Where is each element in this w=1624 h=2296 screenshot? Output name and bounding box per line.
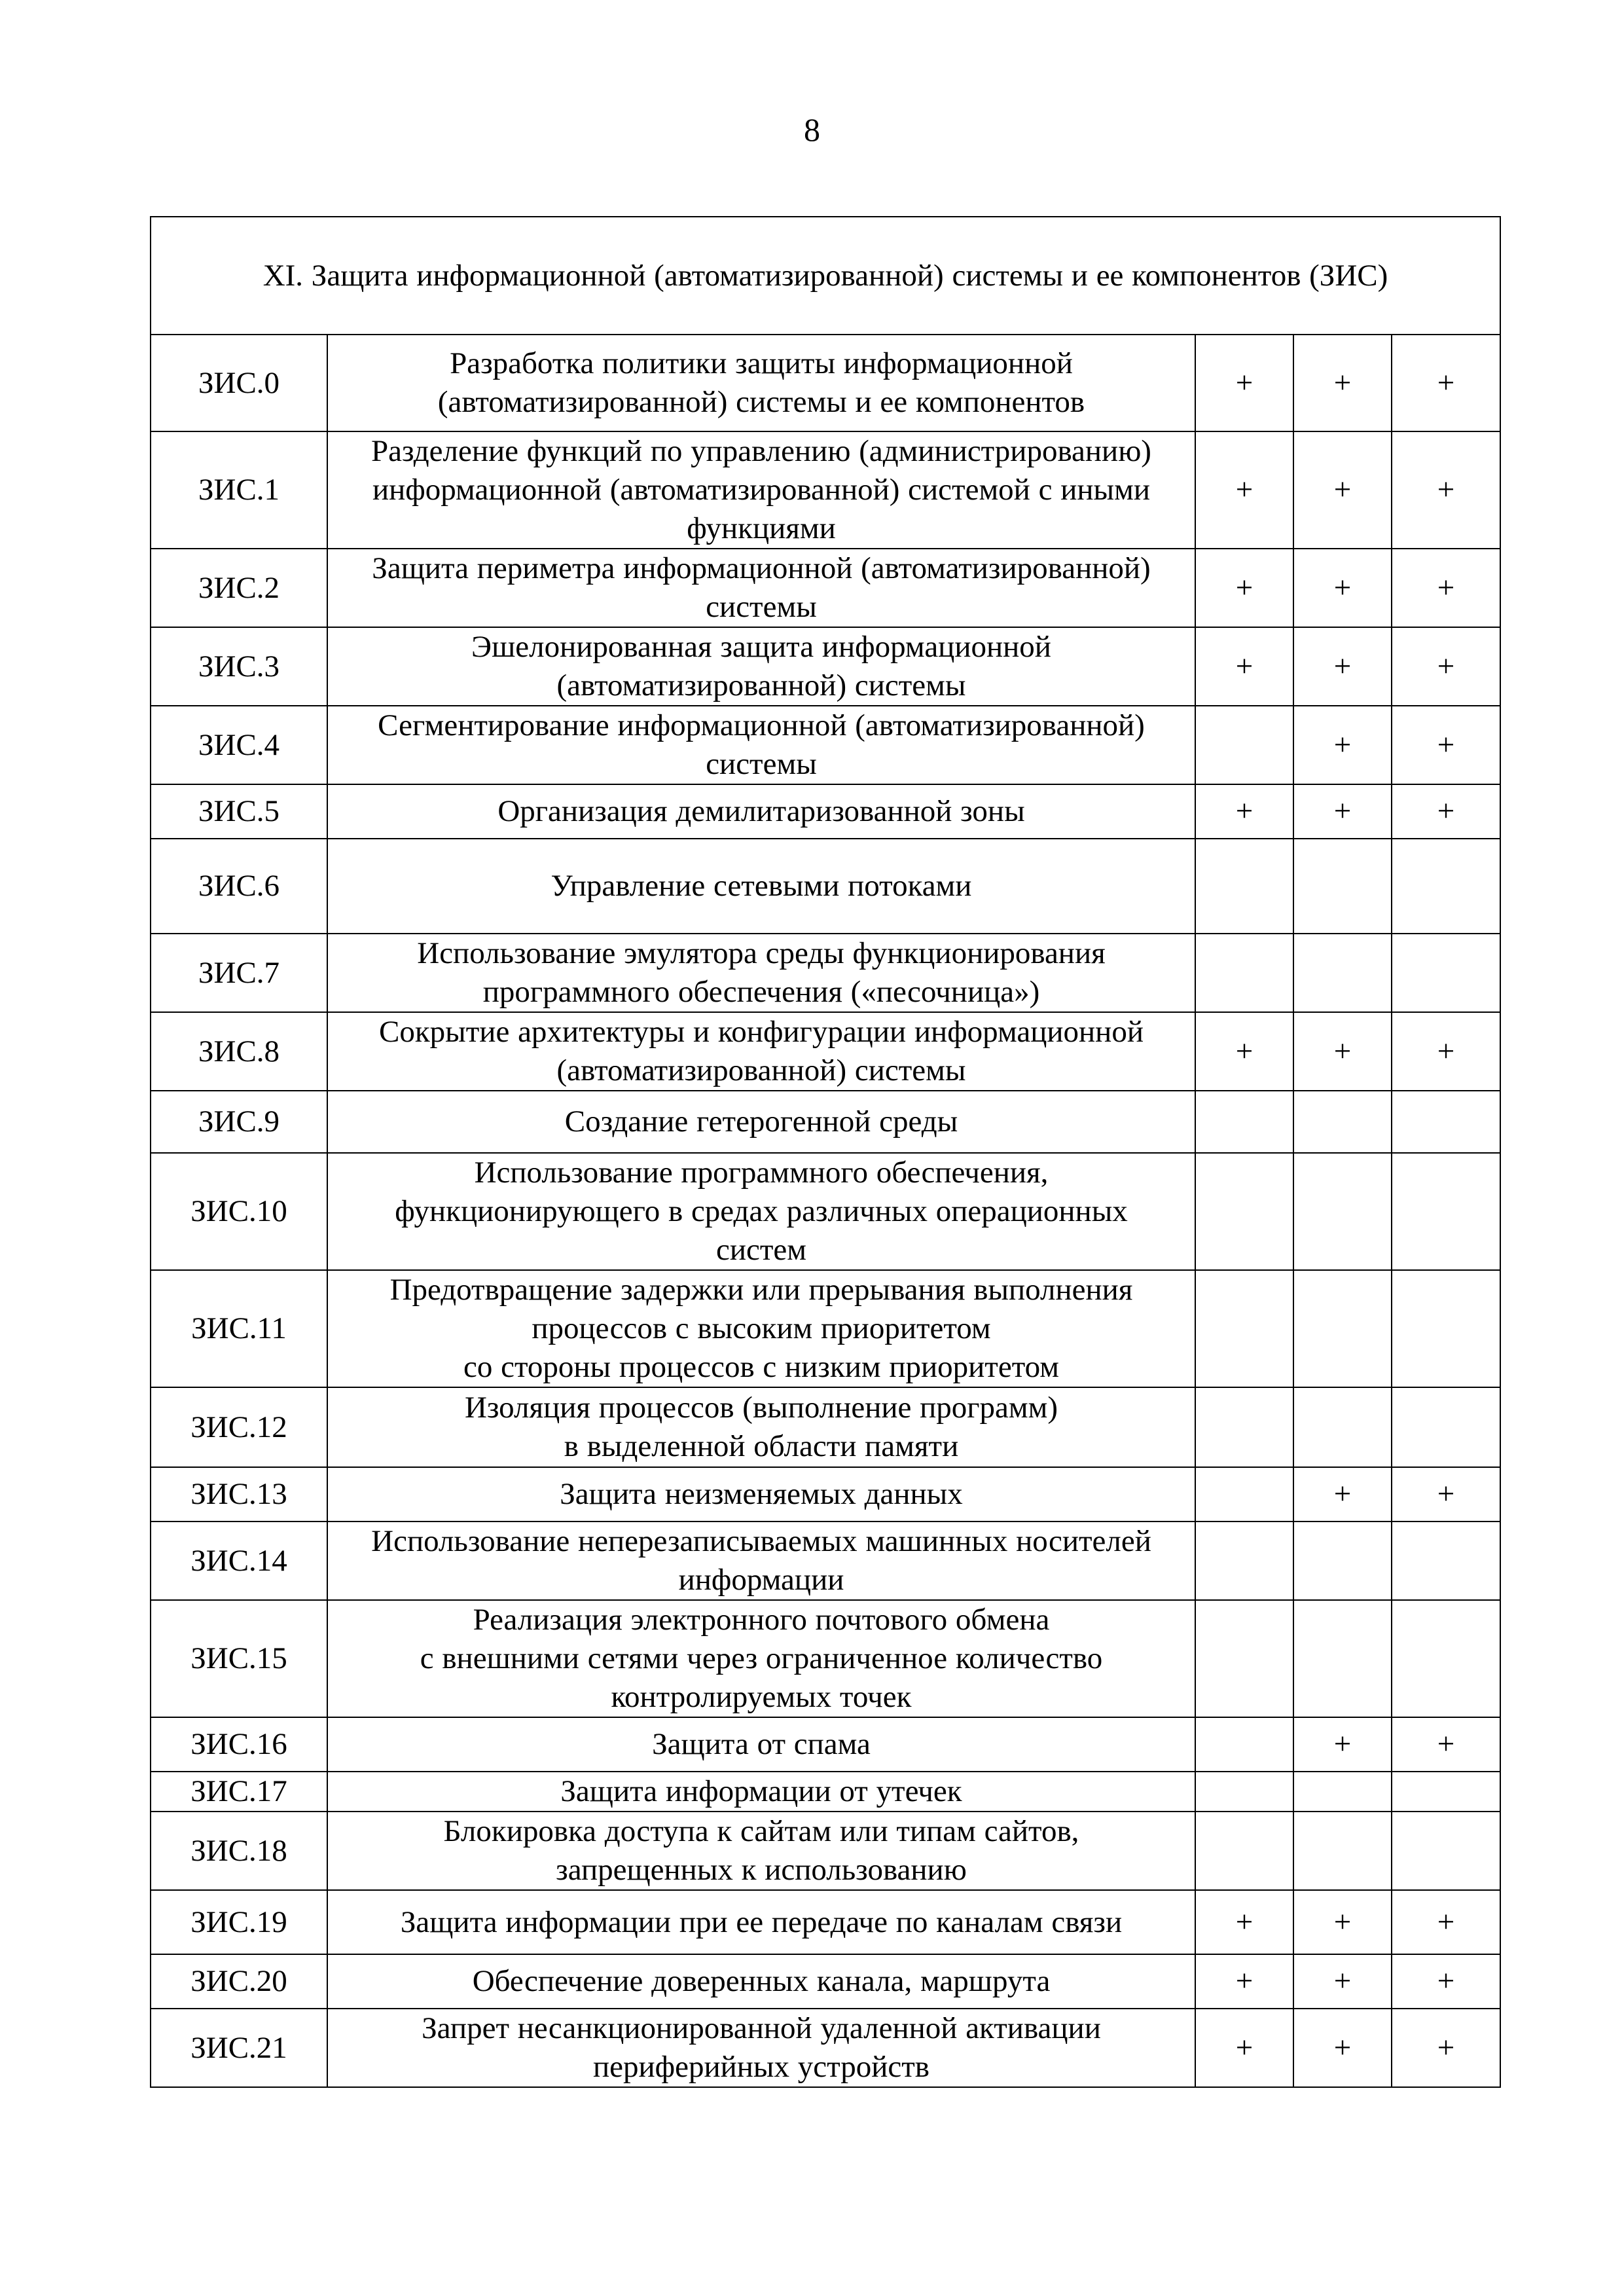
class-1-mark: + <box>1195 1890 1293 1954</box>
table-row <box>151 1467 1500 1522</box>
measure-description-line: (автоматизированной) системы <box>556 668 966 702</box>
class-1-mark <box>1195 1091 1293 1153</box>
class-3-mark: + <box>1392 627 1500 706</box>
class-1-mark: + <box>1195 1012 1293 1091</box>
table-row <box>151 1270 1500 1387</box>
measure-description-line: Защита периметра информационной (автоматизированной) <box>372 551 1151 585</box>
table-row <box>151 1387 1500 1467</box>
class-1-mark <box>1195 1600 1293 1717</box>
section-title: XI. Защита информационной (автоматизированной) системы и ее компонентов (ЗИС) <box>151 217 1500 335</box>
table-row <box>151 1772 1500 1812</box>
measure-description-line: Защита информации от утечек <box>560 1774 962 1808</box>
class-1-mark <box>1195 706 1293 784</box>
measure-code: ЗИС.8 <box>151 1012 327 1091</box>
measure-description <box>327 706 1195 784</box>
measure-description-line: информационной (автоматизированной) системой с иными <box>372 473 1150 507</box>
measure-code: ЗИС.11 <box>151 1270 327 1387</box>
class-2-mark: + <box>1293 706 1392 784</box>
class-1-mark <box>1195 1522 1293 1600</box>
class-3-mark <box>1392 839 1500 934</box>
measure-description-line: периферийных устройств <box>593 2050 929 2084</box>
table-row <box>151 1091 1500 1153</box>
measure-code: ЗИС.14 <box>151 1522 327 1600</box>
class-1-mark <box>1195 839 1293 934</box>
class-2-mark <box>1293 839 1392 934</box>
measure-description-line: Создание гетерогенной среды <box>564 1104 958 1139</box>
class-3-mark <box>1392 1091 1500 1153</box>
class-1-mark <box>1195 1270 1293 1387</box>
class-1-mark <box>1195 934 1293 1012</box>
class-1-mark <box>1195 1717 1293 1772</box>
measure-description-line: Разделение функций по управлению (администрированию) <box>371 434 1151 468</box>
measure-description <box>327 431 1195 549</box>
measure-description <box>327 1954 1195 2009</box>
measure-description-line: Блокировка доступа к сайтам или типам сайтов, <box>443 1814 1079 1848</box>
class-2-mark <box>1293 1772 1392 1812</box>
measure-description <box>327 1091 1195 1153</box>
measure-description-line: Защита неизменяемых данных <box>560 1477 963 1511</box>
class-1-mark: + <box>1195 1954 1293 2009</box>
class-3-mark <box>1392 934 1500 1012</box>
table-row <box>151 2009 1500 2087</box>
measure-description-line: функциями <box>687 511 836 545</box>
measure-description-line: функционирующего в средах различных операционных <box>395 1194 1128 1228</box>
measure-description <box>327 1012 1195 1091</box>
class-1-mark: + <box>1195 627 1293 706</box>
class-3-mark: + <box>1392 549 1500 627</box>
table-row <box>151 706 1500 784</box>
class-1-mark <box>1195 1153 1293 1270</box>
measure-description-line: систем <box>715 1233 807 1267</box>
class-3-mark <box>1392 1153 1500 1270</box>
measure-description <box>327 1890 1195 1954</box>
page-number: 8 <box>804 111 820 148</box>
class-2-mark <box>1293 934 1392 1012</box>
measure-description-line: процессов с высоким приоритетом <box>532 1311 991 1345</box>
table-row <box>151 431 1500 549</box>
class-2-mark: + <box>1293 431 1392 549</box>
class-2-mark: + <box>1293 2009 1392 2087</box>
measure-description <box>327 627 1195 706</box>
measure-description <box>327 839 1195 934</box>
measure-code: ЗИС.16 <box>151 1717 327 1772</box>
table-row <box>151 1717 1500 1772</box>
class-1-mark <box>1195 1772 1293 1812</box>
measure-description-line: системы <box>706 590 817 624</box>
measure-description-line: Защита от спама <box>652 1727 871 1761</box>
measure-description <box>327 1467 1195 1522</box>
measure-description-line: программного обеспечения («песочница») <box>482 975 1040 1009</box>
table-row <box>151 1812 1500 1890</box>
table-row <box>151 839 1500 934</box>
measure-code: ЗИС.13 <box>151 1467 327 1522</box>
measure-description-line: Реализация электронного почтового обмена <box>473 1603 1050 1637</box>
class-3-mark: + <box>1392 1717 1500 1772</box>
class-1-mark <box>1195 1467 1293 1522</box>
measure-description <box>327 1153 1195 1270</box>
table-row <box>151 627 1500 706</box>
class-2-mark: + <box>1293 1717 1392 1772</box>
class-2-mark: + <box>1293 1890 1392 1954</box>
measure-description <box>327 549 1195 627</box>
table-row <box>151 934 1500 1012</box>
measure-description-line: Управление сетевыми потоками <box>550 869 972 903</box>
class-1-mark: + <box>1195 431 1293 549</box>
section-header-row <box>151 217 1500 335</box>
measure-description-line: в выделенной области памяти <box>564 1429 959 1463</box>
measure-description-line: запрещенных к использованию <box>556 1853 967 1887</box>
measure-description-line: Использование программного обеспечения, <box>474 1156 1049 1190</box>
class-3-mark <box>1392 1600 1500 1717</box>
measure-description-line: со стороны процессов с низким приоритетом <box>463 1350 1059 1384</box>
class-3-mark: + <box>1392 706 1500 784</box>
table-row <box>151 784 1500 839</box>
measure-description-line: Изоляция процессов (выполнение программ) <box>464 1391 1058 1425</box>
class-3-mark: + <box>1392 784 1500 839</box>
measure-description <box>327 1812 1195 1890</box>
class-3-mark: + <box>1392 431 1500 549</box>
class-2-mark: + <box>1293 1012 1392 1091</box>
measure-description-line: (автоматизированной) системы и ее компонентов <box>437 385 1085 419</box>
table-row <box>151 549 1500 627</box>
class-2-mark: + <box>1293 1954 1392 2009</box>
measure-description-line: контролируемых точек <box>611 1680 912 1714</box>
measure-description <box>327 1522 1195 1600</box>
measure-code: ЗИС.2 <box>151 549 327 627</box>
measure-description-line: Обеспечение доверенных канала, маршрута <box>472 1964 1051 1998</box>
measure-description <box>327 335 1195 431</box>
table-row <box>151 1600 1500 1717</box>
class-2-mark <box>1293 1812 1392 1890</box>
measure-code: ЗИС.20 <box>151 1954 327 2009</box>
class-3-mark: + <box>1392 1467 1500 1522</box>
measure-code: ЗИС.19 <box>151 1890 327 1954</box>
measure-description-line: Эшелонированная защита информационной <box>471 630 1051 664</box>
measure-description-line: Сокрытие архитектуры и конфигурации информационной <box>379 1015 1144 1049</box>
measure-description <box>327 1270 1195 1387</box>
class-2-mark <box>1293 1091 1392 1153</box>
class-3-mark: + <box>1392 1012 1500 1091</box>
table-row <box>151 1890 1500 1954</box>
class-2-mark <box>1293 1153 1392 1270</box>
measure-description <box>327 1387 1195 1467</box>
measure-code: ЗИС.18 <box>151 1812 327 1890</box>
class-2-mark <box>1293 1387 1392 1467</box>
class-3-mark: + <box>1392 2009 1500 2087</box>
class-2-mark: + <box>1293 335 1392 431</box>
measure-description-line: с внешними сетями через ограниченное количество <box>420 1641 1103 1675</box>
class-3-mark <box>1392 1522 1500 1600</box>
table-row <box>151 1012 1500 1091</box>
class-2-mark <box>1293 1522 1392 1600</box>
measure-code: ЗИС.15 <box>151 1600 327 1717</box>
measure-code: ЗИС.5 <box>151 784 327 839</box>
measure-code: ЗИС.17 <box>151 1772 327 1812</box>
class-1-mark: + <box>1195 549 1293 627</box>
measure-code: ЗИС.12 <box>151 1387 327 1467</box>
class-2-mark: + <box>1293 1467 1392 1522</box>
table-row <box>151 1954 1500 2009</box>
measure-code: ЗИС.10 <box>151 1153 327 1270</box>
measure-code: ЗИС.4 <box>151 706 327 784</box>
class-2-mark: + <box>1293 627 1392 706</box>
measure-description <box>327 1772 1195 1812</box>
measure-code: ЗИС.6 <box>151 839 327 934</box>
measure-code: ЗИС.0 <box>151 335 327 431</box>
measure-description-line: информации <box>678 1563 844 1597</box>
class-2-mark: + <box>1293 549 1392 627</box>
class-3-mark: + <box>1392 1954 1500 2009</box>
measure-description-line: (автоматизированной) системы <box>556 1053 966 1087</box>
measure-description <box>327 784 1195 839</box>
class-2-mark <box>1293 1600 1392 1717</box>
measure-description-line: Разработка политики защиты информационной <box>450 346 1073 380</box>
class-3-mark: + <box>1392 335 1500 431</box>
measure-description <box>327 2009 1195 2087</box>
class-3-mark <box>1392 1270 1500 1387</box>
measure-description-line: Организация демилитаризованной зоны <box>497 794 1025 828</box>
measure-code: ЗИС.9 <box>151 1091 327 1153</box>
measure-description-line: Использование неперезаписываемых машинных носителей <box>371 1524 1151 1558</box>
class-3-mark: + <box>1392 1890 1500 1954</box>
measure-description-line: Использование эмулятора среды функционирования <box>417 936 1106 970</box>
table-row <box>151 1522 1500 1600</box>
class-2-mark: + <box>1293 784 1392 839</box>
measure-description-line: Предотвращение задержки или прерывания выполнения <box>389 1273 1133 1307</box>
class-1-mark <box>1195 1812 1293 1890</box>
table-row <box>151 1153 1500 1270</box>
class-2-mark <box>1293 1270 1392 1387</box>
class-1-mark: + <box>1195 2009 1293 2087</box>
measure-description-line: Сегментирование информационной (автоматизированной) <box>378 708 1145 742</box>
measure-description <box>327 1717 1195 1772</box>
measure-code: ЗИС.7 <box>151 934 327 1012</box>
measure-description-line: Запрет несанкционированной удаленной активации <box>422 2011 1101 2045</box>
class-3-mark <box>1392 1387 1500 1467</box>
measure-description <box>327 934 1195 1012</box>
measure-description-line: Защита информации при ее передаче по каналам связи <box>400 1904 1123 1939</box>
measure-code: ЗИС.3 <box>151 627 327 706</box>
measure-description <box>327 1600 1195 1717</box>
class-3-mark <box>1392 1772 1500 1812</box>
class-1-mark: + <box>1195 335 1293 431</box>
class-1-mark <box>1195 1387 1293 1467</box>
class-1-mark: + <box>1195 784 1293 839</box>
table-row <box>151 335 1500 431</box>
measure-code: ЗИС.21 <box>151 2009 327 2087</box>
class-3-mark <box>1392 1812 1500 1890</box>
measure-code: ЗИС.1 <box>151 431 327 549</box>
measures-table <box>150 216 1501 2088</box>
measure-description-line: системы <box>706 747 817 781</box>
